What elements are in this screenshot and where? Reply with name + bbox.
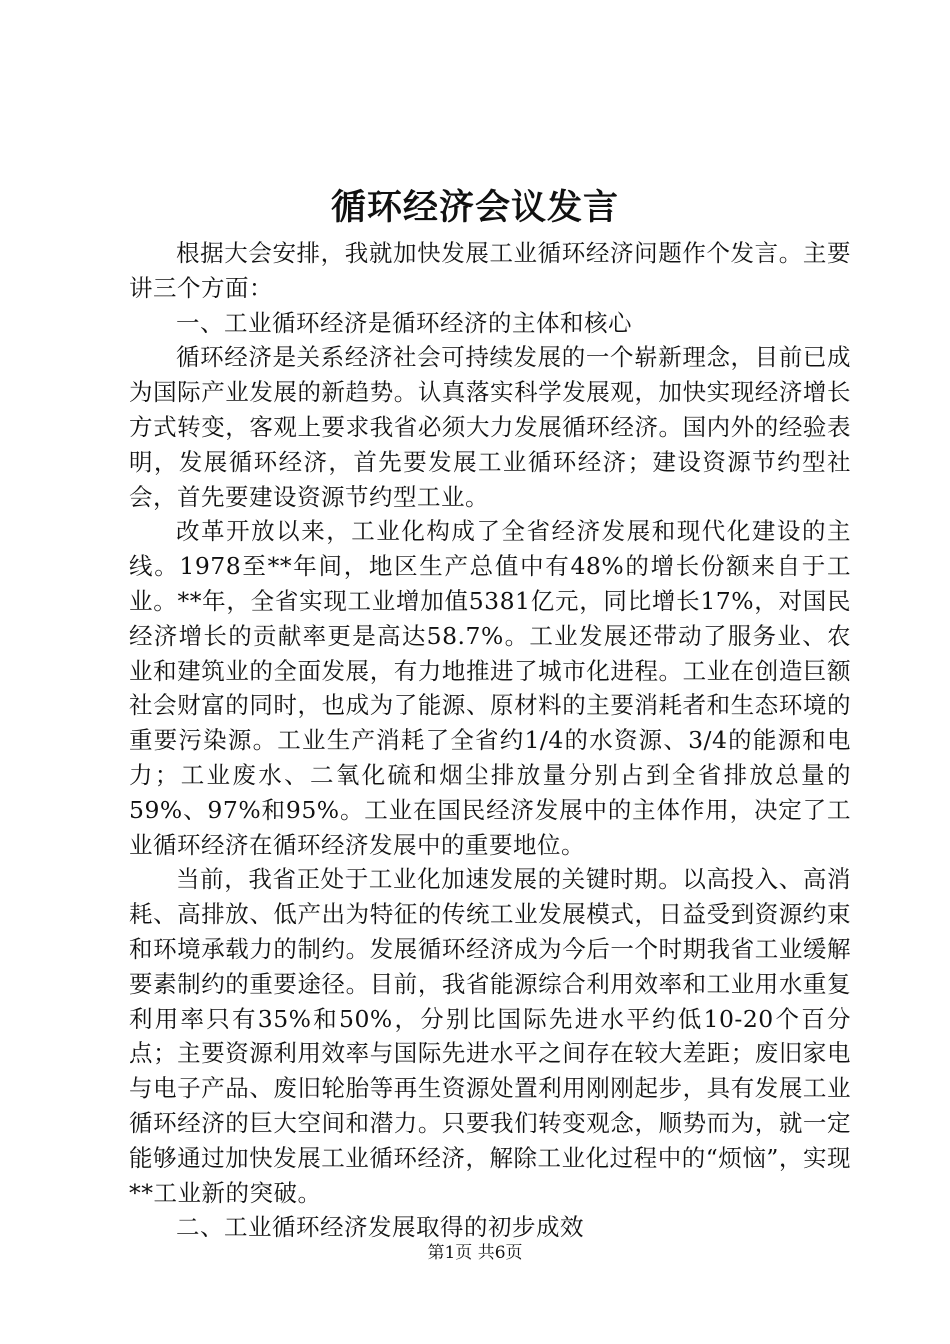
document-body <box>129 236 851 1245</box>
paragraph-circular-economy: 循环经济是关系经济社会可持续发展的一个崭新理念，目前已成为国际产业发展的新趋势。认真落实科学发展观，加快实现经济增长方式转变，客观上要求我省必须大力发展循环经济。国内外的经验表明，发展循环经济，首先要发展工业循环经济；建设资源节约型社会，首先要建设资源节约型工业。 <box>129 343 851 511</box>
paragraph-reform: 改革开放以来，工业化构成了全省经济发展和现代化建设的主线。1978至**年间，地区生产总值中有48%的增长份额来自于工业。**年，全省实现工业增加值5381亿元，同比增长17%，对国民经济增长的贡献率更是高达58.7%。工业发展还带动了服务业、农业和建筑业的全面发展，有力地推进了城市化进程。工业在创造巨额社会财富的同时，也成为了能源、原材料的主要消耗者和生态环境的重要污染源。工业生产消耗了全省约1/4的水资源、3/4的能源和电力；工业废水、二氧化硫和烟尘排放量分别占到全省排放总量的59%、97%和95%。工业在国民经济发展中的主体作用，决定了工业循环经济在循环经济发展中的重要地位。 <box>129 517 851 859</box>
paragraph-intro: 根据大会安排，我就加快发展工业循环经济问题作个发言。主要讲三个方面： <box>129 239 851 302</box>
section-heading-1: 一、工业循环经济是循环经济的主体和核心 <box>176 308 632 337</box>
page-number: 第1页 共6页 <box>427 1243 523 1263</box>
section-heading-2: 二、工业循环经济发展取得的初步成效 <box>176 1213 584 1242</box>
page-title: 循环经济会议发言 <box>330 187 619 228</box>
paragraph-current: 当前，我省正处于工业化加速发展的关键时期。以高投入、高消耗、高排放、低产出为特征的传统工业发展模式，日益受到资源约束和环境承载力的制约。发展循环经济成为今后一个时期我省工业缓解要素制约的重要途径。目前，我省能源综合利用效率和工业用水重复利用率只有35%和50%，分别比国际先进水平约低10-20个百分点；主要资源利用效率与国际先进水平之间存在较大差距；废旧家电与电子产品、废旧轮胎等再生资源处置利用刚刚起步，具有发展工业循环经济的巨大空间和潜力。只要我们转变观念，顺势而为，就一定能够通过加快发展工业循环经济，解除工业化过程中的“烦恼”，实现**工业新的突破。 <box>129 865 851 1207</box>
